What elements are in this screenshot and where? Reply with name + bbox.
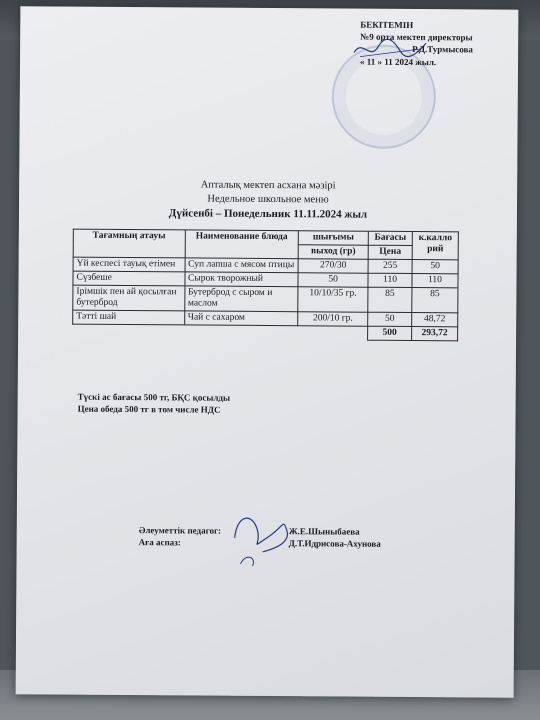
head-cook-label: Аға аспаз:: [138, 537, 181, 548]
dish-output: 200/10 гр.: [298, 312, 368, 326]
dish-name-kz: Тәтті шай: [73, 310, 185, 325]
dish-output: 50: [298, 273, 368, 287]
dish-price: 255: [368, 259, 412, 273]
table-total-row: [73, 324, 458, 341]
price-note-kz: Түскі ас бағасы 500 тг, БҚС қосылды: [77, 391, 231, 403]
price-note-ru: Цена обеда 500 тг в том числе НДС: [77, 403, 221, 415]
dish-kcal: 48,72: [412, 313, 458, 327]
social-pedagogue-label: Әлеуметтік педагог:: [138, 525, 222, 536]
dish-price: 110: [368, 273, 412, 287]
dish-price: 85: [368, 287, 412, 312]
col-output-kz: шығымы: [298, 231, 368, 245]
approval-position: №9 орта мектеп директоры: [360, 31, 473, 43]
empty-cell: [184, 325, 298, 340]
approval-date: « 11 » 11 2024 жыл.: [359, 56, 437, 68]
head-cook-name: Д.Т.Идрисова-Ахунова: [288, 538, 381, 549]
menu-title-ru: Недельное школьное меню: [207, 193, 329, 206]
dish-output: 10/10/35 гр.: [298, 287, 368, 312]
dish-name-kz: Үй кеспесі тауық етімен: [73, 257, 185, 272]
dish-kcal: 110: [412, 274, 458, 288]
menu-date: Дүйсенбі – Понедельник 11.11.2024 жыл: [168, 207, 368, 221]
dish-name-kz: Сүзбеше: [73, 271, 185, 286]
dish-name-ru: Бутерброд с сыром и маслом: [184, 286, 298, 312]
menu-title-kz: Апталық мектеп асхана мәзірі: [200, 179, 336, 192]
dish-price: 50: [368, 312, 412, 326]
dish-kcal: 50: [412, 260, 458, 274]
col-name-ru: Наименование блюда: [185, 230, 299, 259]
col-name-kz: Тағамның атауы: [73, 229, 185, 258]
approval-heading: БЕКІТЕМІН: [360, 19, 414, 31]
col-output-ru: выход (гр): [298, 245, 368, 259]
menu-table: [72, 229, 459, 342]
total-price: 500: [368, 326, 412, 340]
social-pedagogue-signature: [226, 508, 296, 568]
empty-cell: [73, 324, 185, 339]
dish-name-kz: Ірімшік пен ай қосылған бутерброд: [73, 285, 185, 311]
table-header-row: [73, 229, 458, 246]
col-kcal: к.калло рий: [412, 232, 458, 260]
dish-name-ru: Суп лапша с мясом птицы: [185, 258, 299, 273]
dish-output: 270/30: [298, 259, 368, 273]
dish-name-ru: Сырок творожный: [185, 272, 299, 287]
dish-name-ru: Чай с сахаром: [184, 311, 298, 326]
social-pedagogue-name: Ж.Е.Шыныбаева: [288, 526, 360, 537]
dish-kcal: 85: [412, 288, 458, 313]
col-price-kz: Бағасы: [368, 231, 412, 245]
document-page: [16, 6, 519, 697]
table-row: [73, 285, 458, 313]
total-kcal: 293,72: [412, 327, 458, 341]
empty-cell: [298, 326, 368, 340]
director-name: Р.Д.Турмысова: [412, 44, 473, 55]
col-price-ru: Цена: [368, 245, 412, 259]
